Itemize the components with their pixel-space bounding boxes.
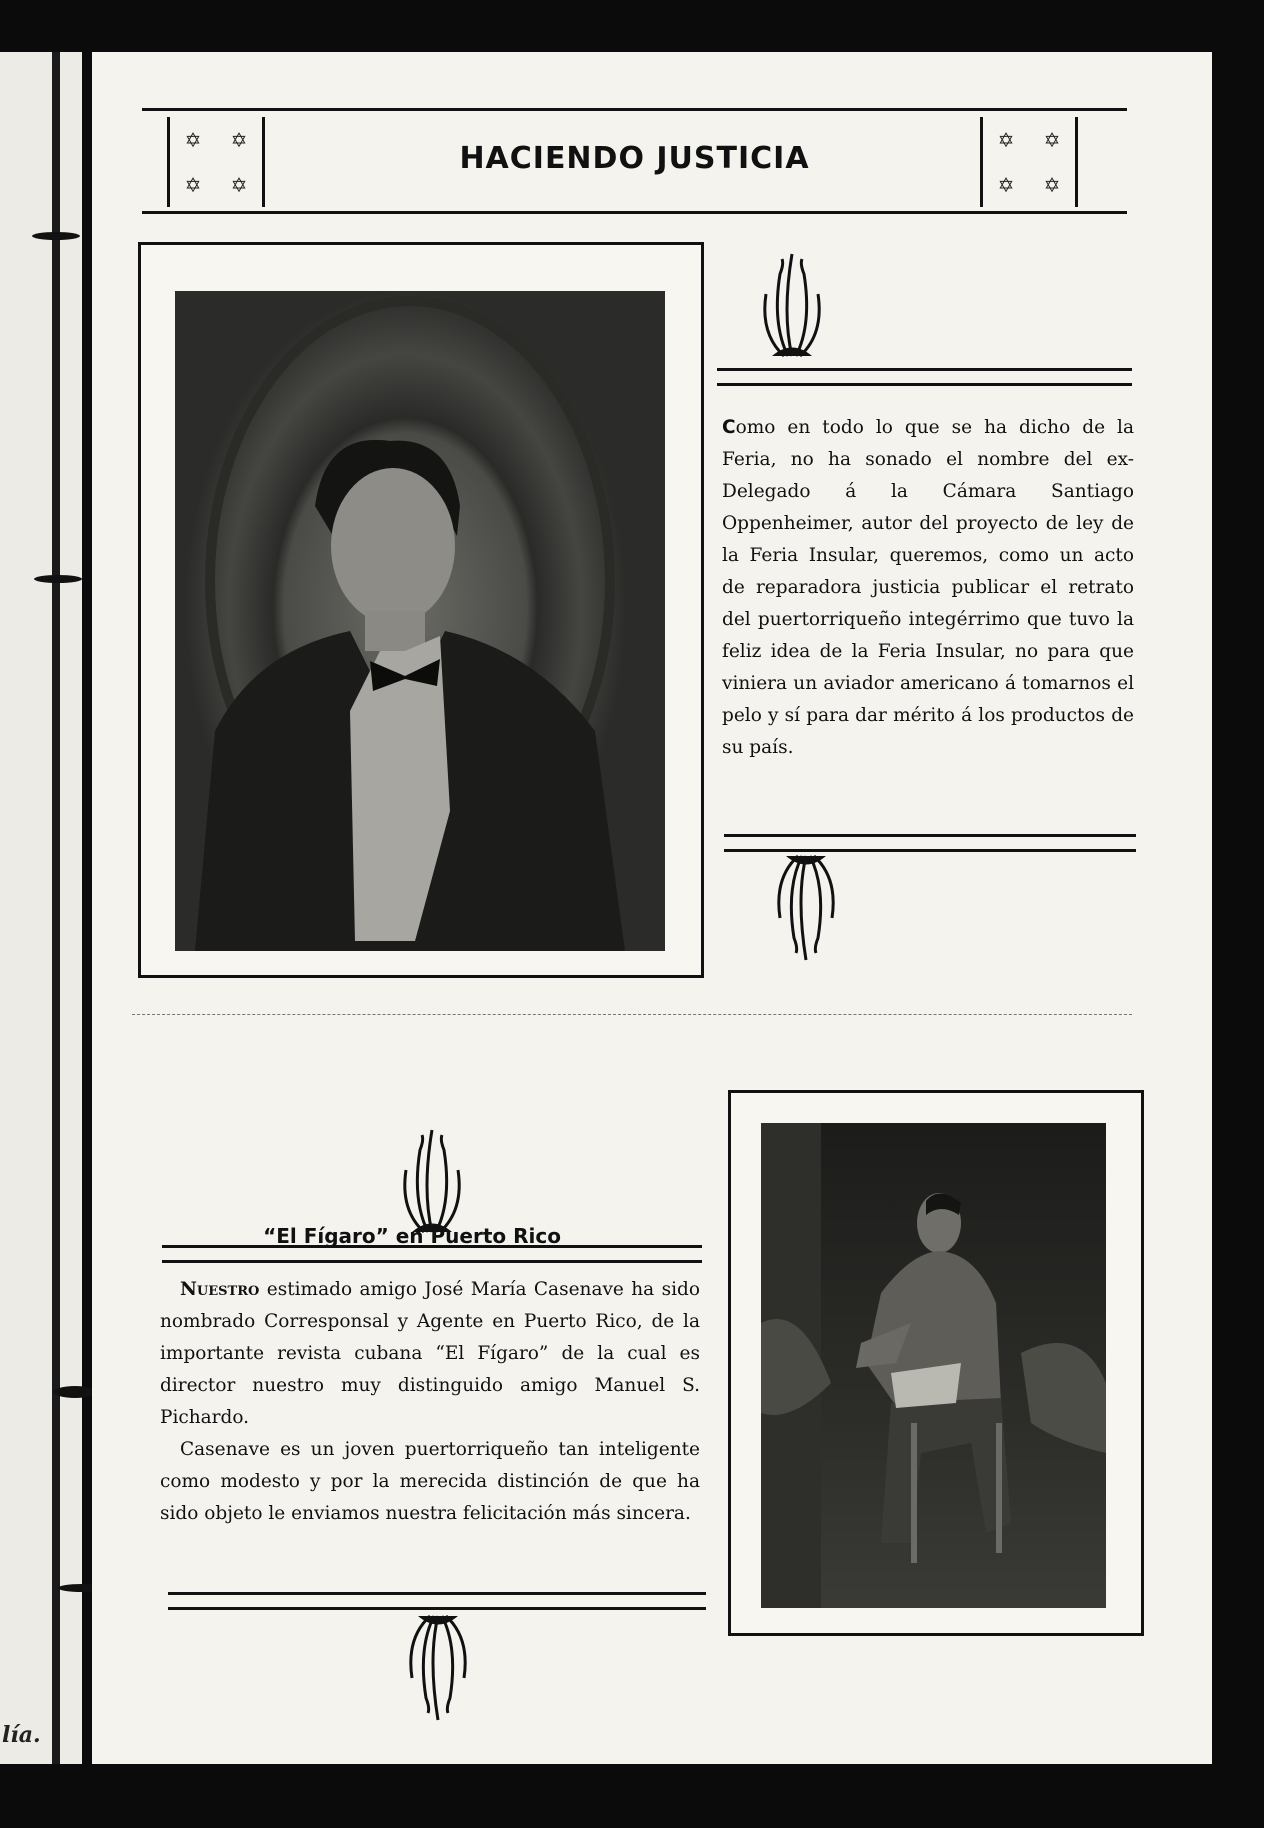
star-icon: ✡	[184, 127, 202, 152]
article-oppenheimer	[722, 412, 1134, 764]
star-icon: ✡	[997, 172, 1015, 197]
rod-knob	[32, 232, 80, 240]
star-icon: ✡	[1043, 172, 1061, 197]
drop-cap: C	[722, 417, 736, 438]
section-header	[142, 108, 1127, 214]
facing-page-text-fragment: lía.	[2, 1722, 41, 1748]
article-paragraph: Casenave es un joven puertorriqueño tan inteligente como modesto y por la merecida distinción de que ha sido objeto le enviamos nuestra felicitación más sincera.	[160, 1439, 700, 1524]
facing-page-edge	[0, 52, 82, 1764]
portrait-photo-casenave	[761, 1123, 1106, 1608]
section-divider	[132, 1014, 1132, 1015]
star-icon: ✡	[1043, 127, 1061, 152]
star-icon: ✡	[230, 127, 248, 152]
portrait-frame	[138, 242, 704, 978]
star-icon: ✡	[184, 172, 202, 197]
article-paragraph	[160, 1274, 700, 1434]
rod-knob	[34, 575, 82, 583]
article-body: omo en todo lo que se ha dicho de la Feria, no ha sonado el nombre del ex-Delegado á la Cámara Santiago Oppenheimer, autor del proyecto de ley de la Feria Insular, queremos, como un acto de reparadora justicia publicar el retrato del puertorriqueño integérrimo que tuvo la feliz idea de la Feria Insular, no para que viniera un aviador americano á tomarnos el pelo y sí para dar mérito á los productos de su país.	[722, 417, 1134, 758]
rod-knob	[54, 1386, 96, 1398]
article-figaro	[160, 1274, 700, 1530]
star-ornament-right	[980, 117, 1078, 207]
paragraph-text: estimado amigo José María Casenave ha sido nombrado Corresponsal y Agente en Puerto Rico, de la importante revista cubana “El Fígaro” de la cual es director nuestro muy distinguido amigo Manuel S. Pichardo.	[160, 1279, 700, 1428]
magazine-page	[92, 52, 1212, 1764]
star-icon: ✡	[997, 127, 1015, 152]
lead-word: Nuestro	[180, 1279, 260, 1300]
portrait-photo-oppenheimer	[175, 291, 665, 951]
star-icon: ✡	[230, 172, 248, 197]
page-title: HACIENDO JUSTICIA	[459, 141, 810, 176]
flame-ornament-icon	[392, 1120, 472, 1240]
flame-ornament-icon	[398, 1608, 478, 1728]
flame-ornament-icon	[752, 244, 832, 364]
seated-figure	[761, 1123, 1106, 1608]
double-rule	[717, 368, 1132, 386]
flame-ornament-icon	[766, 848, 846, 968]
article-headline: “El Fígaro” en Puerto Rico	[263, 1224, 561, 1248]
portrait-figure	[175, 291, 665, 951]
binding-rod	[52, 52, 60, 1764]
portrait-frame	[728, 1090, 1144, 1636]
